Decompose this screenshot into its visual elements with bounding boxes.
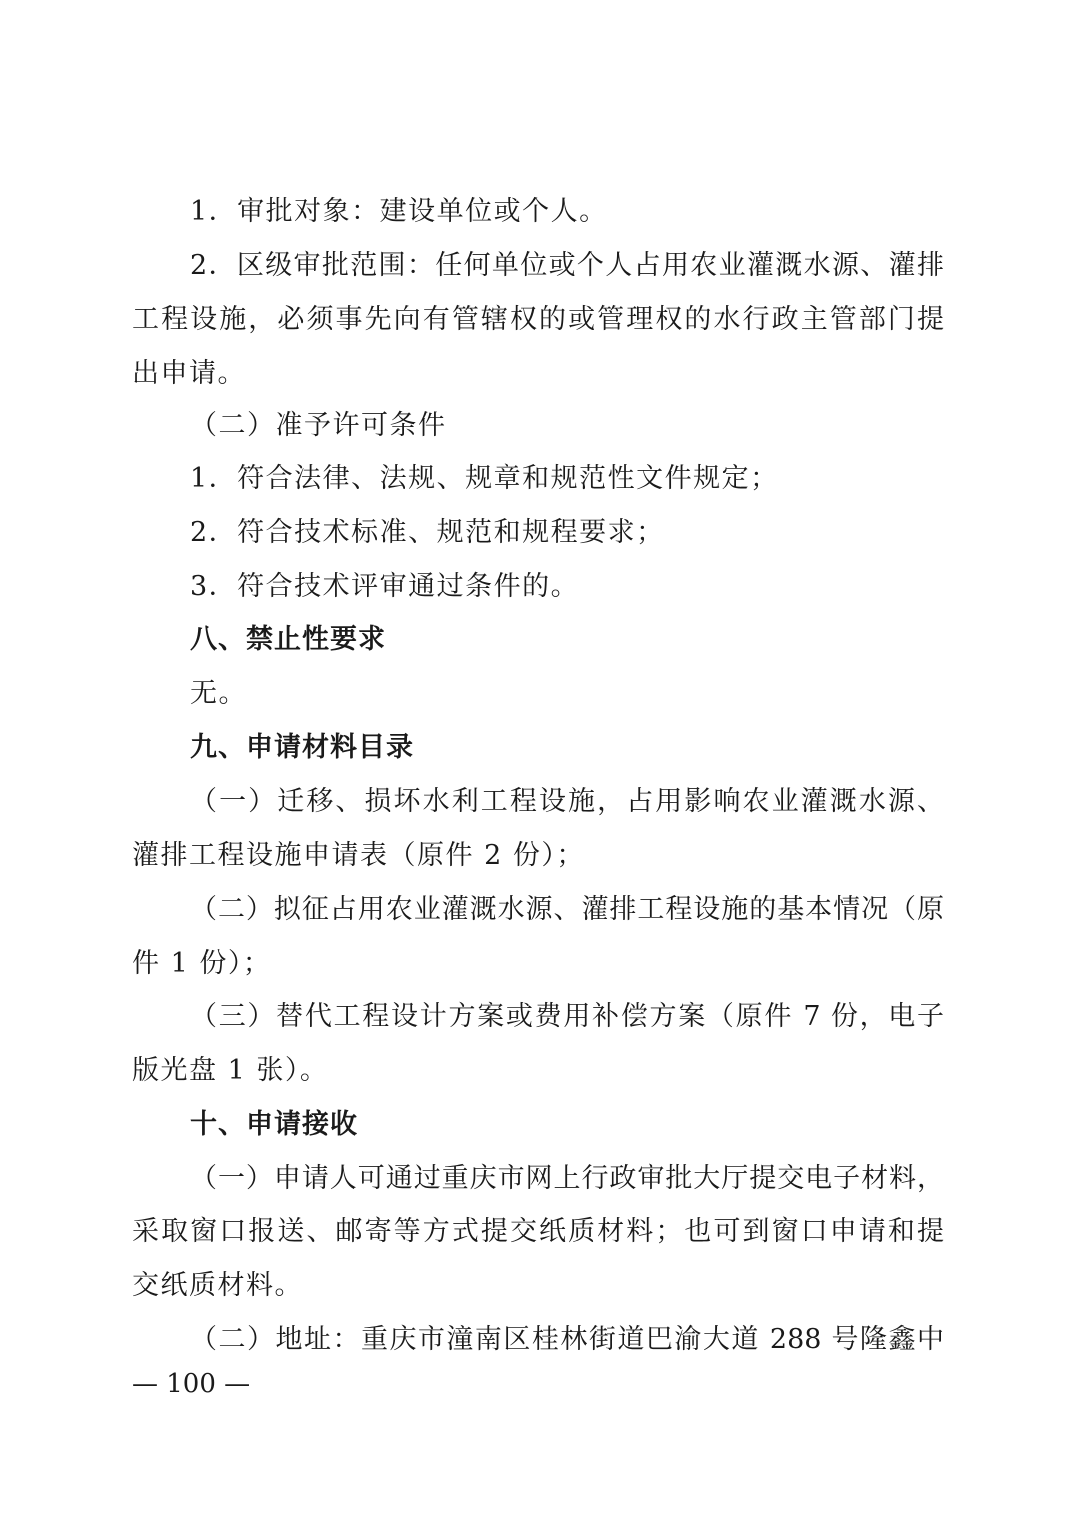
list-item: （二）拟征占用农业灌溉水源、灌排工程设施的基本情况（原 [190, 894, 944, 925]
paragraph-line: 工程设施，必须事先向有管辖权的或管理权的水行政主管部门提 [132, 304, 944, 335]
list-item: （二）地址：重庆市潼南区桂林街道巴渝大道 288 号隆鑫中 [190, 1324, 944, 1355]
paragraph-line: 件 1 份）； [132, 948, 272, 979]
list-item: 3．符合技术评审通过条件的。 [190, 571, 580, 602]
paragraph-line: 出申请。 [132, 358, 246, 389]
paragraph-line: 2．区级审批范围：任何单位或个人占用农业灌溉水源、灌排 [190, 250, 944, 281]
list-item: 1．符合法律、法规、规章和规范性文件规定； [190, 463, 779, 494]
paragraph-line: 交纸质材料。 [132, 1270, 303, 1301]
section-heading: 八、禁止性要求 [190, 624, 386, 655]
subsection-heading: （二）准予许可条件 [190, 410, 447, 441]
list-item: （三）替代工程设计方案或费用补偿方案（原件 7 份，电子 [190, 1001, 944, 1032]
paragraph-line: 版光盘 1 张）。 [132, 1055, 329, 1086]
paragraph-line: 采取窗口报送、邮寄等方式提交纸质材料；也可到窗口申请和提 [132, 1216, 944, 1247]
list-item: 2．符合技术标准、规范和规程要求； [190, 517, 665, 548]
section-heading: 九、申请材料目录 [190, 732, 414, 763]
list-item: （一）迁移、损坏水利工程设施，占用影响农业灌溉水源、 [190, 786, 944, 817]
paragraph-line: 无。 [190, 678, 247, 709]
list-item: 1．审批对象：建设单位或个人。 [190, 196, 608, 227]
list-item: （一）申请人可通过重庆市网上行政审批大厅提交电子材料， [190, 1163, 944, 1194]
section-heading: 十、申请接收 [190, 1109, 358, 1140]
page-number: — 100 — [132, 1369, 251, 1399]
paragraph-line: 灌排工程设施申请表（原件 2 份）； [132, 840, 585, 871]
